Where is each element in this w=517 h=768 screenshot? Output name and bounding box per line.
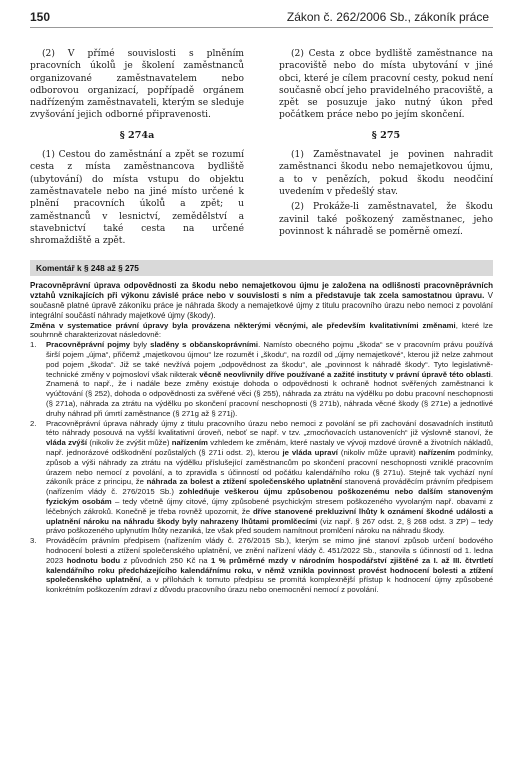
list-number: 1. <box>30 340 37 350</box>
paragraph-274-2: (2) V přímé souvislosti s plněním pracovních úkolů je školení zaměstnanců organizované zaměstnavatelem nebo odborovou organizací, popřípadě orgánem nadřízeným zaměstnavateli, kterým se sleduje zvyšování jejich odborné připravenosti. <box>30 49 244 121</box>
right-column <box>279 48 493 250</box>
list-item <box>30 340 493 418</box>
list-item-text <box>46 419 493 537</box>
commentary-heading: Komentář k § 248 až § 275 <box>30 260 493 276</box>
text: stanovená prováděcím právním předpisem (nařízením vlády č. 276/2015 Sb.) <box>46 477 493 497</box>
commentary-section <box>30 260 493 595</box>
text: – tedy včetně újmy citové, újmy způsobené psychickým stresem poškozeného vyvolaným např. obavami z léčebných zákroků. Konečně je třeba rovněž upozornit, že <box>46 496 494 516</box>
commentary-text <box>30 281 493 595</box>
text: . Namísto obecného pojmu „škoda“ se v pracovním právu používá širší pojem „újma“, přičemž „majetkovou újmou“ lze rozumět i „škodu“, na rozdíl od „újmy nemajetkové“, kterou již nelze zahrnout pod pojem „škoda“. Již se také nevžívá pojem „odpovědnost za škodu“, ale „povinnost k náhradě škody“. Tyto legislativně-technické změny v pojmosloví však nikterak <box>46 340 493 379</box>
changes-bold: Změna v systematice právní úpravy byla provázena některými věcnými, ale především kvalitativními změnami <box>30 320 456 330</box>
list-number: 3. <box>30 536 37 546</box>
running-title: Zákon č. 262/2006 Sb., zákoník práce <box>286 10 489 24</box>
bold-text: náhrada za bolest a ztížení společenského uplatnění <box>146 477 343 487</box>
bold-text: vláda zvýší <box>46 438 88 448</box>
paragraph-274a-1: (1) Cestou do zaměstnání a zpět se rozumí cesta z místa zaměstnancova bydliště (ubytování) do místa vstupu do objektu zaměstnavatele nebo na jiné místo určené k plnění pracovních úkolů a zpět; u zaměstnanců v lesnictví, zemědělství a stavebnictví také cesta na určené shromaždiště a zpět. <box>30 150 244 247</box>
section-heading-275: § 275 <box>371 129 401 141</box>
list-item-text <box>46 340 493 418</box>
list-item <box>30 419 493 537</box>
lead-bold: Pracovněprávní úprava odpovědnosti za škodu nebo nemajetkovou újmu je založena na odlišnosti pracovněprávních vztahů vznikajících při výkonu závislé práce nebo v souvislosti s ním a představuje tak zcela samostatnou úpravu. <box>30 281 493 301</box>
bold-text: nařízením <box>418 448 455 457</box>
bold-text: 1 % průměrné mzdy v národním hospodářství zjištěné za I. až III. čtvrtletí kalendářního roku předcházejícího kalendářnímu roku, v němž vznikla povinnost provést hodnocení bolesti a ztížení společenského uplatnění <box>46 555 493 585</box>
text: (viz např. § 267 odst. 2, § 268 odst. 3 ZP) – tedy právo poškozeného uplynutím lhůty nezaniká, lze však před soudem namítnout promlčení nároku na náhradu škody. <box>46 516 494 536</box>
text: byly <box>130 340 151 350</box>
changes-rest: , které lze souhrnně charakterizovat následovně: <box>30 320 493 340</box>
commentary-changes-intro <box>30 321 493 341</box>
paragraph-275-2: (2) Prokáže-li zaměstnavatel, že škodu zavinil také poškozený zaměstnanec, jeho povinnost k náhradě se poměrně omezí. <box>279 202 493 237</box>
text: podmínky, způsob a výši náhrady za ztrátu na výdělku příslušející zaměstnancům po skončení pracovní neschopnosti vzniklé pracovním úrazem nebo nemocí z povolání, a to zpravidla s účinností od počátku kalendářního roku (§ 271u). Stejně tak vychází nyní zákoník práce z principu, že <box>46 448 493 487</box>
left-column <box>30 48 244 250</box>
paragraph-275-1: (1) Zaměstnavatel je povinen nahradit zaměstnanci škodu nebo nemajetkovou újmu, a to v penězích, pokud škodu neodčiní uvedením v předešlý stav. <box>279 150 493 197</box>
text: (nikoliv může upravit) <box>337 448 419 457</box>
running-header <box>30 10 493 28</box>
bold-text: hodnotu bodu <box>66 555 121 565</box>
bold-text: zohledňuje veškerou újmu způsobenou poškozenému nebo dalším stanoveným fyzickým osobám <box>46 487 493 506</box>
list-number: 2. <box>30 418 37 428</box>
commentary-list <box>30 340 493 595</box>
list-item <box>30 536 493 595</box>
bold-text: věcně neovlivnily dříve používané a zažité instituty v právní úpravě této oblasti <box>199 369 491 379</box>
page-number: 150 <box>30 10 51 24</box>
document-page <box>30 10 493 595</box>
text: , a v přílohách k tomuto předpisu se promítá komplexnější přístup k hodnocení újmy způsobené konkrétním poškozením zdraví z důvodu pracovního úrazu nebo onemocnění nemocí z povolání. <box>46 575 494 595</box>
bold-text: nařízením <box>171 438 208 448</box>
list-item-text <box>46 536 493 595</box>
bold-text: je vláda upraví <box>282 448 338 457</box>
text: vzhledem ke změnám, které nastaly ve vývoji mzdové úrovně a životních nákladů, např. jednorázové odškodnění pozůstalých (§ 271i odst. 2), kterou <box>46 438 493 457</box>
paragraph-274a-2: (2) Cesta z obce bydliště zaměstnance na pracoviště nebo do místa ubytování v jiné obci, které je cílem pracovní cesty, pokud není současně obcí jeho pravidelného pracoviště, a zpět se posuzuje jako nutný úkon před počátkem práce nebo po jejím skončení. <box>279 49 493 121</box>
commentary-lead <box>30 281 493 320</box>
bold-text: sladěny s občanskoprávními <box>150 340 259 350</box>
bold-text: dříve stanovené prekluzivní lhůty k oznámení škodné události a uplatnění nároku na náhradu škody byly nahrazeny lhůtami promlčecími <box>46 506 493 526</box>
two-column-body <box>30 48 493 250</box>
text: . Znamená to např., že i nadále beze změny existuje dohoda o odpovědnosti k ochraně hodnot svěřených zaměstnanci k vyúčtování (§ 252), dohoda o odpovědnosti za svěřené věci (§ 255), náhrada za ztrátu na výdělku po dobu pracovní neschopnosti (§ 271a), náhrada za ztrátu na výdělku po skončení pracovní neschopnosti (§ 271b), náhrada věcné škody (§ 271e) a jednotlivé druhy náhrad při úmrtí zaměstnance (§ 271g až § 271j). <box>46 369 493 418</box>
text: z původních 250 Kč na <box>120 555 211 565</box>
text: Prováděcím právním předpisem (nařízením vlády č. 276/2015 Sb.), kterým se mimo jiné stanoví způsob určení bodového hodnocení bolesti a ztížení společenského uplatnění, ve znění nařízení vlády č. 451/2022 Sb., stanovila s účinností od 1. ledna 2023 <box>46 536 493 565</box>
lead-rest: V současně platné úpravě zákoníku práce je náhrada škody a nemajetkové újmy z titulu pracovního úrazu nebo nemoci z povolání integrální součástí náhrady majetkové újmy (škody). <box>30 291 493 320</box>
section-heading-274a: § 274a <box>119 129 155 141</box>
text: (nikoliv že zvýšit může) <box>87 438 172 448</box>
text: Pracovněprávní úprava náhrady újmy z titulu pracovního úrazu nebo nemoci z povolání se při zachování dosavadních institutů této náhrady posouvá na vyšší kvalitativní úroveň, neboť se např. v tzv. „zmocňovacích ustanoveních“ již výslovně stanoví, že <box>46 418 493 438</box>
bold-text: Pracovněprávní pojmy <box>46 340 131 350</box>
